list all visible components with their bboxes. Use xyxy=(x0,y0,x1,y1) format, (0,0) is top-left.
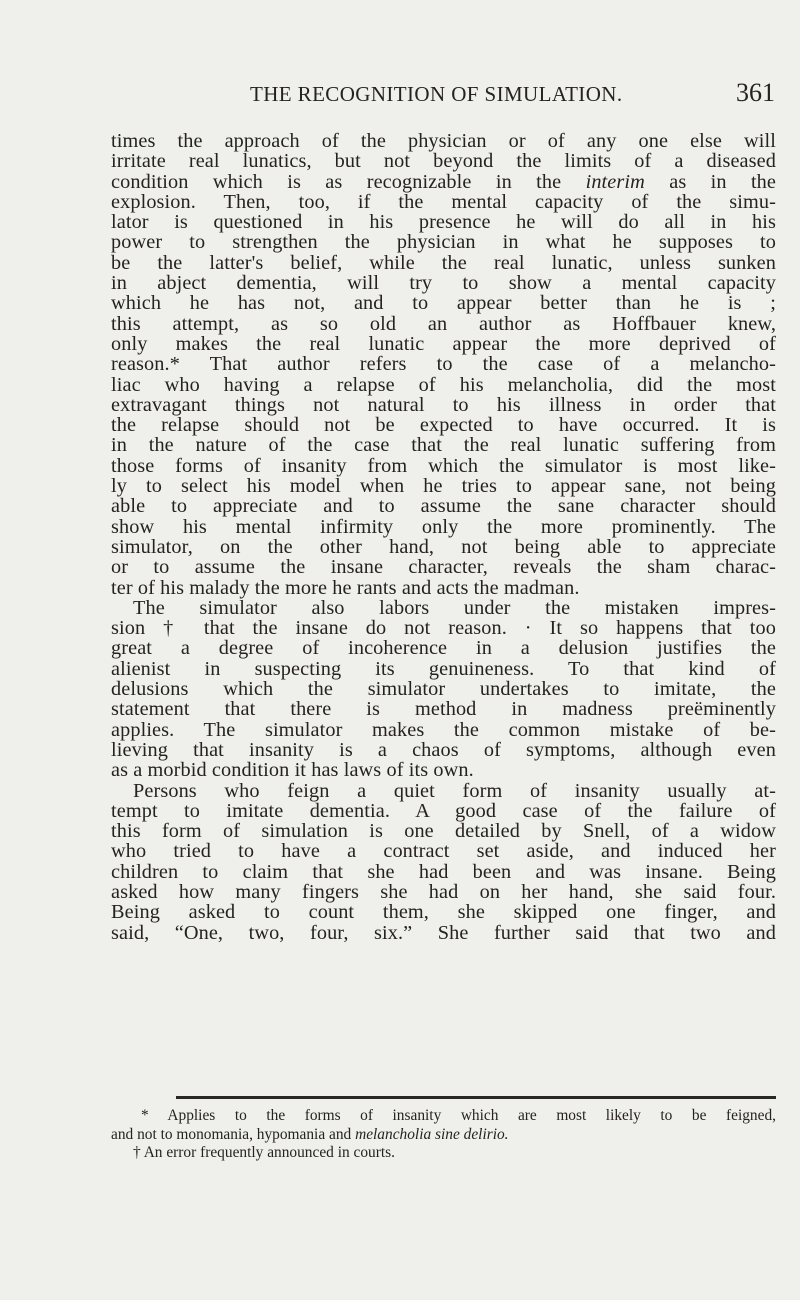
text-line: lator is questioned in his presence he will do all in his xyxy=(111,211,776,234)
text-line: this form of simulation is one detailed by Snell, of a widow xyxy=(111,820,776,843)
text-line: extravagant things not natural to his illness in order that xyxy=(111,393,776,416)
text-line: tempt to imitate dementia. A good case of the failure of xyxy=(111,799,776,822)
text-line: be the latter's belief, while the real lunatic, unless sunken xyxy=(111,251,776,274)
running-head-title: THE RECOGNITION OF SIMULATION. xyxy=(250,82,623,106)
text-line: ter of his malady the more he rants and acts the madman. xyxy=(111,576,580,599)
text-line: in the nature of the case that the real lunatic suffering from xyxy=(111,434,776,457)
footnote-line: † An error frequently announced in courts. xyxy=(133,1144,395,1161)
text-line: reason.* That author refers to the case of a melancho- xyxy=(111,353,776,376)
text-line: liac who having a relapse of his melancholia, did the most xyxy=(111,373,776,396)
text-line: Persons who feign a quiet form of insanity usually at- xyxy=(133,779,776,802)
text-line: delusions which the simulator undertakes to imitate, the xyxy=(111,678,776,701)
text-line: statement that there is method in madness preëminently xyxy=(111,698,776,721)
text-line: applies. The simulator makes the common mistake of be- xyxy=(111,718,776,741)
text-line xyxy=(111,172,776,192)
italic-term: melancholia sine delirio. xyxy=(355,1125,509,1143)
text-line: Being asked to count them, she skipped one finger, and xyxy=(111,901,776,924)
text-line: power to strengthen the physician in what he supposes to xyxy=(111,231,776,254)
text-line: sion † that the insane do not reason. · It so happens that too xyxy=(111,617,776,640)
text-line: ly to select his model when he tries to appear sane, not being xyxy=(111,475,776,498)
text-line: only makes the real lunatic appear the more deprived of xyxy=(111,332,776,355)
text-line: asked how many fingers she had on her hand, she said four. xyxy=(111,880,776,903)
text-line: the relapse should not be expected to have occurred. It is xyxy=(111,414,776,437)
text-line: this attempt, as so old an author as Hoffbauer knew, xyxy=(111,312,776,335)
text-line: children to claim that she had been and was insane. Being xyxy=(111,860,776,883)
text-line: which he has not, and to appear better than he is ; xyxy=(111,292,776,315)
body-text xyxy=(111,131,776,943)
footnotes xyxy=(111,1107,776,1163)
text-line: said, “One, two, four, six.” She further said that two and xyxy=(111,921,776,944)
text-line: able to appreciate and to assume the sane character should xyxy=(111,495,776,518)
text-line: explosion. Then, too, if the mental capacity of the simu- xyxy=(111,190,776,213)
text-run: condition which is as recognizable in the xyxy=(111,170,562,193)
text-line: lieving that insanity is a chaos of symptoms, although even xyxy=(111,738,776,761)
text-line: simulator, on the other hand, not being able to appreciate xyxy=(111,535,776,558)
text-line: in abject dementia, will try to show a mental capacity xyxy=(111,272,776,295)
text-line: The simulator also labors under the mistaken impres- xyxy=(133,596,776,619)
footnote-line: * Applies to the forms of insanity which are most likely to be feigned, xyxy=(141,1107,776,1124)
italic-term: interim xyxy=(585,170,645,193)
text-line: irritate real lunatics, but not beyond the limits of a diseased xyxy=(111,150,776,173)
running-head xyxy=(250,78,775,114)
text-line: great a degree of incoherence in a delusion justifies the xyxy=(111,637,776,660)
text-line: as a morbid condition it has laws of its own. xyxy=(111,759,474,782)
footnote-divider xyxy=(176,1096,776,1099)
text-line: times the approach of the physician or of any one else will xyxy=(111,130,776,152)
footnote-line xyxy=(111,1126,776,1145)
page-number: 361 xyxy=(736,78,775,107)
text-line: show his mental infirmity only the more prominently. The xyxy=(111,515,776,538)
text-line: or to assume the insane character, reveals the sham charac- xyxy=(111,556,776,579)
text-line: who tried to have a contract set aside, and induced her xyxy=(111,840,776,863)
text-line: those forms of insanity from which the simulator is most like- xyxy=(111,454,776,477)
text-run: as in the xyxy=(669,170,777,193)
footnote-text: and not to monomania, hypomania and xyxy=(111,1125,352,1143)
text-line: alienist in suspecting its genuineness. To that kind of xyxy=(111,657,776,680)
